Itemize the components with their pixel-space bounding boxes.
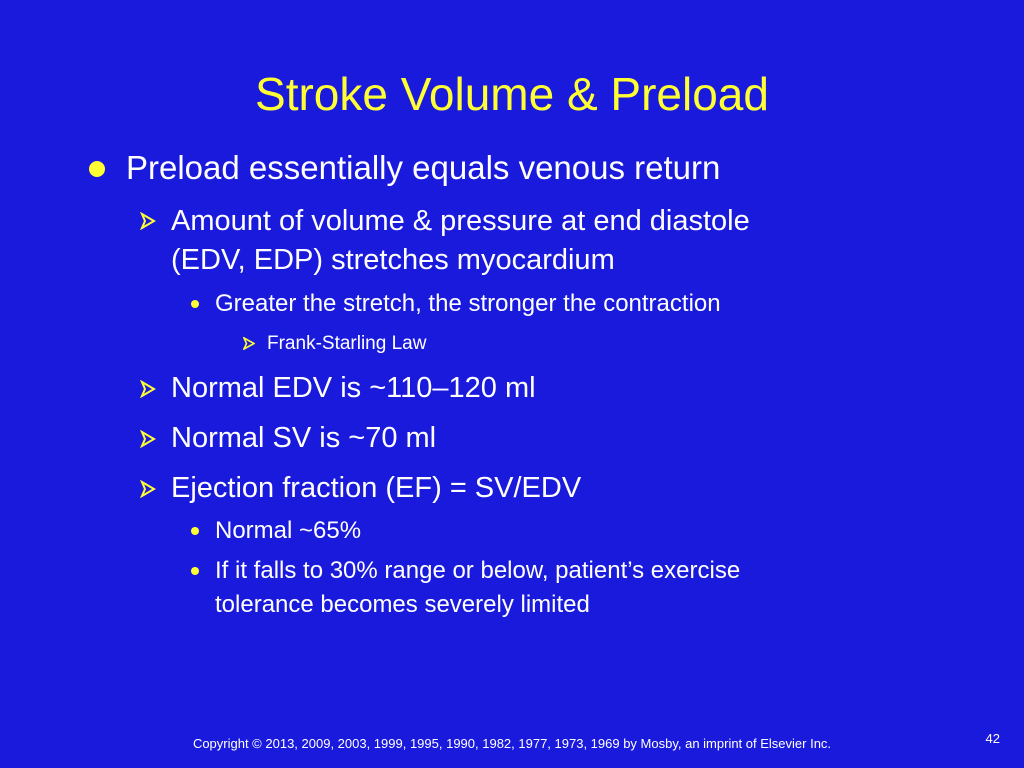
circle-bullet-icon bbox=[88, 160, 106, 183]
bullet-level2-text: Normal SV is ~70 ml bbox=[171, 422, 437, 454]
arrowhead-bullet-icon bbox=[140, 212, 156, 230]
slide-title: Stroke Volume & Preload bbox=[255, 68, 769, 120]
bullet-level2-text: Amount of volume & pressure at end diastole bbox=[171, 205, 750, 237]
bullet-level3-text: If it falls to 30% range or below, patient’s exercise bbox=[215, 557, 741, 584]
dot-bullet-icon bbox=[190, 563, 200, 581]
bullet-level3-text: Greater the stretch, the stronger the contraction bbox=[215, 290, 721, 317]
bullet-level2-text: Ejection fraction (EF) = SV/EDV bbox=[171, 472, 582, 504]
bullet-level4-text: Frank-Starling Law bbox=[267, 333, 427, 354]
bullet-level2-text-continued: (EDV, EDP) stretches myocardium bbox=[171, 244, 615, 276]
arrowhead-bullet-icon bbox=[243, 337, 255, 350]
arrowhead-bullet-icon bbox=[140, 480, 156, 498]
dot-bullet-icon bbox=[190, 523, 200, 541]
arrowhead-bullet-icon bbox=[140, 380, 156, 398]
bullet-level3-text: Normal ~65% bbox=[215, 517, 362, 544]
page-number: 42 bbox=[985, 731, 1000, 746]
bullet-level2-text: Normal EDV is ~110–120 ml bbox=[171, 372, 536, 404]
bullet-level3-text-continued: tolerance becomes severely limited bbox=[215, 591, 590, 618]
arrowhead-bullet-icon bbox=[140, 430, 156, 448]
dot-bullet-icon bbox=[190, 296, 200, 314]
copyright-footer: Copyright © 2013, 2009, 2003, 1999, 1995, 1990, 1982, 1977, 1973, 1969 by Mosby, an imprint of Elsevier Inc. bbox=[192, 736, 832, 751]
bullet-level1-text: Preload essentially equals venous return bbox=[126, 149, 721, 186]
